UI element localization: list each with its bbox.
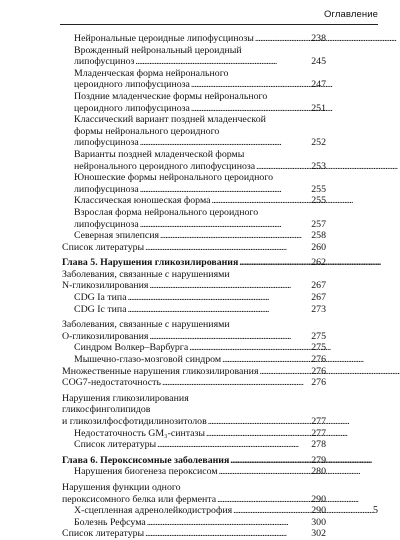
dot-leader: [189, 342, 309, 354]
dot-leader: [128, 292, 309, 304]
toc-page-number: 260: [311, 241, 326, 253]
toc-entry-title-line: Нарушения гликозилирования: [62, 392, 189, 404]
toc-entry-title: Множественные нарушения гликозилирования: [62, 365, 259, 377]
toc-page-number: 277: [311, 427, 326, 439]
toc-entry-title-line: Нарушения функции одного: [62, 481, 181, 493]
toc-entry-title: Список литературы: [74, 439, 157, 451]
dot-leader: [222, 354, 309, 366]
dot-leader: [145, 528, 309, 540]
toc-page-number: 277: [311, 416, 326, 427]
toc-entry[interactable]: [62, 319, 326, 342]
toc-page-number: 247: [311, 79, 326, 91]
toc-entry[interactable]: [62, 377, 326, 389]
toc-entry-title: N-гликозилирования: [62, 280, 149, 292]
toc-chapter-entry[interactable]: [62, 257, 326, 269]
toc-page-number: 258: [311, 230, 326, 242]
dot-leader: [140, 219, 309, 231]
dot-leader: [140, 137, 309, 149]
toc-page-number: 302: [311, 528, 326, 540]
toc-entry[interactable]: [62, 517, 326, 529]
dot-leader: [145, 242, 309, 254]
toc-entry[interactable]: [62, 466, 326, 478]
toc-entry-title: X-сцепленная адренолейкодистрофия: [74, 505, 233, 517]
toc-page-number: 275: [311, 330, 326, 342]
toc-entry-title-line: Врожденный нейрональный цероидный: [74, 44, 242, 56]
toc-entry[interactable]: [62, 114, 326, 149]
dot-leader: [135, 56, 309, 68]
dot-leader: [217, 494, 309, 506]
toc-entry-title: Недостаточность GM₃-синтазы: [74, 427, 206, 439]
toc-entry-title: Глава 5. Нарушения гликозилирования: [62, 257, 239, 269]
toc-entry-title: Список литературы: [62, 528, 145, 540]
toc-entry-title: цероидного липофусциноза: [74, 102, 190, 114]
toc-page-number: 255: [311, 183, 326, 195]
toc-entry-title: липофусциноза: [74, 137, 139, 149]
dot-leader: [208, 416, 309, 428]
toc-page-number: 267: [311, 292, 326, 304]
toc-entry-title: COG7-недостаточность: [62, 377, 161, 389]
dot-leader: [149, 331, 309, 343]
dot-leader: [162, 377, 309, 389]
toc-page-number: 253: [311, 160, 326, 172]
dot-leader: [255, 33, 309, 45]
toc-entry[interactable]: [62, 439, 326, 451]
dot-leader: [206, 428, 309, 440]
toc-entry-title: Мышечно-глазо-мозговой синдром: [74, 354, 222, 366]
dot-leader: [230, 455, 309, 467]
toc-entry[interactable]: [62, 33, 326, 45]
toc-entry[interactable]: [62, 45, 326, 68]
dot-leader: [259, 366, 309, 378]
toc-entry[interactable]: [62, 172, 326, 195]
toc-entry-title: липофусциноз: [74, 56, 135, 68]
toc-entry-title: Список литературы: [62, 241, 145, 253]
header-divider: [60, 24, 378, 25]
toc-page-number: 267: [311, 280, 326, 292]
toc-page-number: 238: [311, 33, 326, 44]
dot-leader: [219, 466, 309, 478]
toc-entry-title-line: Варианты поздней младенческой формы: [74, 148, 245, 160]
toc-entry[interactable]: [62, 149, 326, 172]
toc-entry-title: Нарушения биогенеза пероксисом: [74, 466, 218, 478]
dot-leader: [157, 439, 309, 451]
toc-entry-title-line: гликосфинголипидов: [62, 404, 151, 416]
dot-leader: [211, 195, 309, 207]
toc-page-number: 276: [311, 354, 326, 366]
dot-leader: [191, 103, 309, 115]
toc-entry-title: Северная эпилепсия: [74, 230, 160, 242]
toc-entry-title-line: Заболевания, связанные с нарушениями: [62, 319, 230, 331]
toc-page-number: 251: [311, 102, 326, 114]
toc-page-number: 290: [311, 505, 326, 517]
toc-entry[interactable]: [62, 195, 326, 207]
dot-leader: [233, 505, 309, 517]
toc-entry-title: Глава 6. Пероксисомные заболевания: [62, 454, 230, 466]
toc-entry-title: Болезнь Рефсума: [74, 516, 146, 528]
toc-entry[interactable]: [62, 242, 326, 254]
dot-leader: [256, 161, 309, 173]
toc-entry-title-line: Заболевания, связанные с нарушениями: [62, 268, 230, 280]
toc-entry[interactable]: [62, 428, 326, 440]
toc-entry[interactable]: [62, 528, 326, 540]
toc-page-number: 252: [311, 137, 326, 149]
toc-entry[interactable]: [62, 393, 326, 428]
dot-leader: [149, 280, 309, 292]
toc-page-number: 290: [311, 493, 326, 505]
toc-entry-title: пероксисомного белка или фермента: [62, 493, 217, 505]
toc-entry[interactable]: [62, 207, 326, 230]
toc-entry[interactable]: [62, 91, 326, 114]
toc-page-number: 257: [311, 218, 326, 230]
dot-leader: [128, 304, 309, 316]
toc-entry[interactable]: [62, 482, 326, 505]
toc-entry-title-line: Взрослая форма нейронального цероидного: [74, 206, 259, 218]
toc-entry-title: Классическая юношеская форма: [74, 195, 211, 207]
toc-entry[interactable]: [62, 354, 326, 366]
toc-page-number: 245: [311, 56, 326, 68]
toc-entry[interactable]: [62, 292, 326, 304]
toc-entry[interactable]: [62, 269, 326, 292]
toc-entry-title-line: Младенческая форма нейронального: [74, 67, 229, 79]
toc-entry-title: цероидного липофусциноза: [74, 79, 190, 91]
toc-chapter-entry[interactable]: [62, 455, 326, 467]
toc-entry-title-line: Юношеские формы нейронального цероидного: [74, 172, 274, 184]
toc-page-number: 262: [311, 257, 326, 269]
toc-entry-title: и гликозилфосфотидилинозитолов: [62, 416, 207, 427]
toc-entry-title: липофусциноза: [74, 183, 139, 195]
dot-leader: [191, 79, 309, 91]
toc-page-number: 276: [311, 365, 326, 377]
toc-page-number: 273: [311, 303, 326, 315]
toc-entry[interactable]: [62, 304, 326, 316]
toc-entry-title: CDG Ic типа: [74, 303, 127, 315]
dot-leader: [239, 257, 309, 269]
toc-entry-title-line: Поздние младенческие формы нейронального: [74, 90, 268, 102]
toc-page-number: 280: [311, 466, 326, 478]
dot-leader: [160, 230, 309, 242]
page-number: 5: [373, 505, 378, 516]
toc-entry[interactable]: [62, 366, 326, 378]
toc-entry[interactable]: [62, 505, 326, 517]
toc-page-number: 279: [311, 454, 326, 466]
toc-entry-title: липофусциноза: [74, 218, 139, 230]
toc-entry-title: нейронального цероидного липофусциноза: [74, 160, 256, 172]
toc-entry[interactable]: [62, 230, 326, 242]
table-of-contents: [62, 33, 326, 540]
toc-entry[interactable]: [62, 342, 326, 354]
toc-page-number: 300: [311, 516, 326, 528]
toc-page-number: 276: [311, 377, 326, 389]
toc-page-number: 275: [311, 342, 326, 354]
toc-entry-title: O-гликозилирования: [62, 330, 149, 342]
toc-entry-title: Синдром Волкер–Варбурга: [74, 342, 189, 354]
toc-entry-title: CDG Ia типа: [74, 292, 127, 304]
dot-leader: [140, 184, 309, 196]
toc-entry-title-line: Классический вариант поздней младенческой: [74, 114, 266, 126]
toc-page-number: 255: [311, 195, 326, 207]
running-header: Оглавление: [324, 9, 378, 20]
toc-page-number: 278: [311, 439, 326, 451]
dot-leader: [147, 517, 309, 529]
toc-entry[interactable]: [62, 68, 326, 91]
toc-entry-title: Нейрональные цероидные липофусцинозы: [74, 33, 254, 44]
toc-entry-title-line: формы нейронального цероидного: [74, 125, 220, 137]
